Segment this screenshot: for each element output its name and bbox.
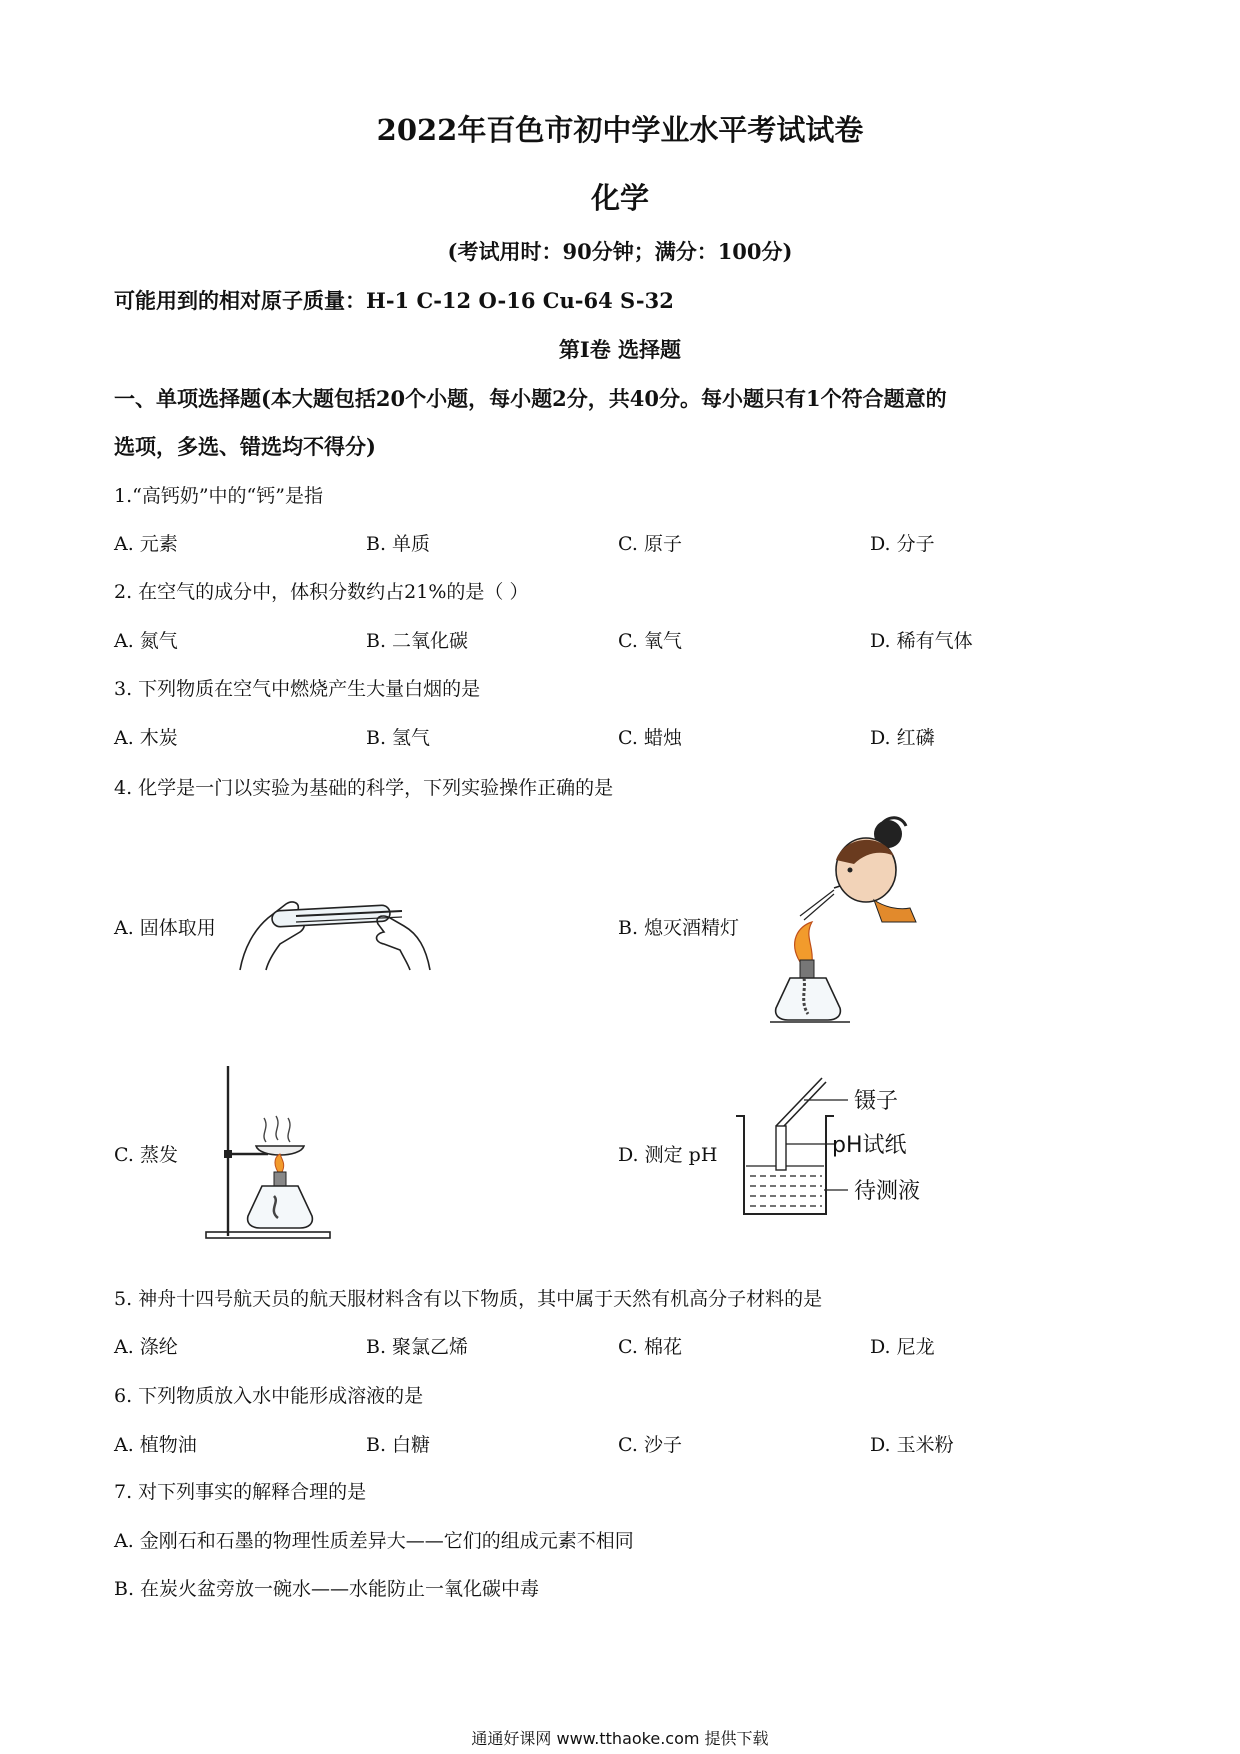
option-d: D. 测定 pH <box>618 1144 718 1166</box>
option-b: B. 二氧化碳 <box>366 630 469 652</box>
question-stem: 7. 对下列事实的解释合理的是 <box>114 1481 367 1503</box>
question-stem: 5. 神舟十四号航天员的航天服材料含有以下物质，其中属于天然有机高分子材料的是 <box>114 1288 823 1310</box>
option-b: B. 氢气 <box>366 727 431 749</box>
tweezers-label: 镊子 <box>854 1089 899 1114</box>
option-d: D. 玉米粉 <box>870 1434 954 1456</box>
option-c: C. 蜡烛 <box>618 727 682 749</box>
option-b: B. 白糖 <box>366 1434 431 1456</box>
ph-paper-label: pH试纸 <box>832 1133 907 1158</box>
option-d: D. 稀有气体 <box>870 630 973 652</box>
question-stem: 4. 化学是一门以实验为基础的科学，下列实验操作正确的是 <box>114 777 614 799</box>
blow-out-lamp-figure <box>770 812 930 1027</box>
option-c: C. 沙子 <box>618 1434 682 1456</box>
option-d: D. 尼龙 <box>870 1336 935 1358</box>
atomic-masses: 可能用到的相对原子质量：H-1 C-12 O-16 Cu-64 S-32 <box>114 288 674 313</box>
option-b: B. 熄灭酒精灯 <box>618 917 740 939</box>
ph-measure-figure <box>730 1078 950 1228</box>
option-a: A. 元素 <box>114 533 178 555</box>
subject-title: 化学 <box>590 181 649 215</box>
part-title: 第Ⅰ卷 选择题 <box>558 337 682 362</box>
footer-source: 通通好课网 www.tthaoke.com 提供下载 <box>471 1729 769 1748</box>
question-stem: 3. 下列物质在空气中燃烧产生大量白烟的是 <box>114 678 481 700</box>
evaporation-figure <box>204 1062 334 1242</box>
option-b: B. 在炭火盆旁放一碗水——水能防止一氧化碳中毒 <box>114 1578 540 1600</box>
exam-info: (考试用时：90分钟；满分：100分) <box>447 239 793 264</box>
question-stem: 1.“高钙奶”中的“钙”是指 <box>114 485 323 507</box>
section-heading-line1: 一、单项选择题(本大题包括20个小题，每小题2分，共40分。每小题只有1个符合题意的 <box>114 386 947 411</box>
option-a: A. 涤纶 <box>114 1336 178 1358</box>
option-a: A. 植物油 <box>114 1434 197 1456</box>
question-stem: 2. 在空气的成分中，体积分数约占21%的是（ ） <box>114 581 529 603</box>
option-c: C. 氧气 <box>618 630 682 652</box>
question-stem: 6. 下列物质放入水中能形成溶液的是 <box>114 1385 424 1407</box>
option-c: C. 原子 <box>618 533 682 555</box>
exam-title: 2022年百色市初中学业水平考试试卷 <box>376 113 864 147</box>
option-a: A. 木炭 <box>114 727 178 749</box>
option-c: C. 蒸发 <box>114 1144 178 1166</box>
option-a: A. 氮气 <box>114 630 178 652</box>
option-b: B. 聚氯乙烯 <box>366 1336 469 1358</box>
solid-handling-figure <box>234 878 434 973</box>
option-d: D. 分子 <box>870 533 935 555</box>
option-c: C. 棉花 <box>618 1336 682 1358</box>
option-a: A. 固体取用 <box>114 917 216 939</box>
test-liquid-label: 待测液 <box>854 1179 921 1204</box>
option-d: D. 红磷 <box>870 727 935 749</box>
option-a: A. 金刚石和石墨的物理性质差异大——它们的组成元素不相同 <box>114 1530 634 1552</box>
section-heading-line2: 选项，多选、错选均不得分) <box>114 434 376 459</box>
option-b: B. 单质 <box>366 533 431 555</box>
